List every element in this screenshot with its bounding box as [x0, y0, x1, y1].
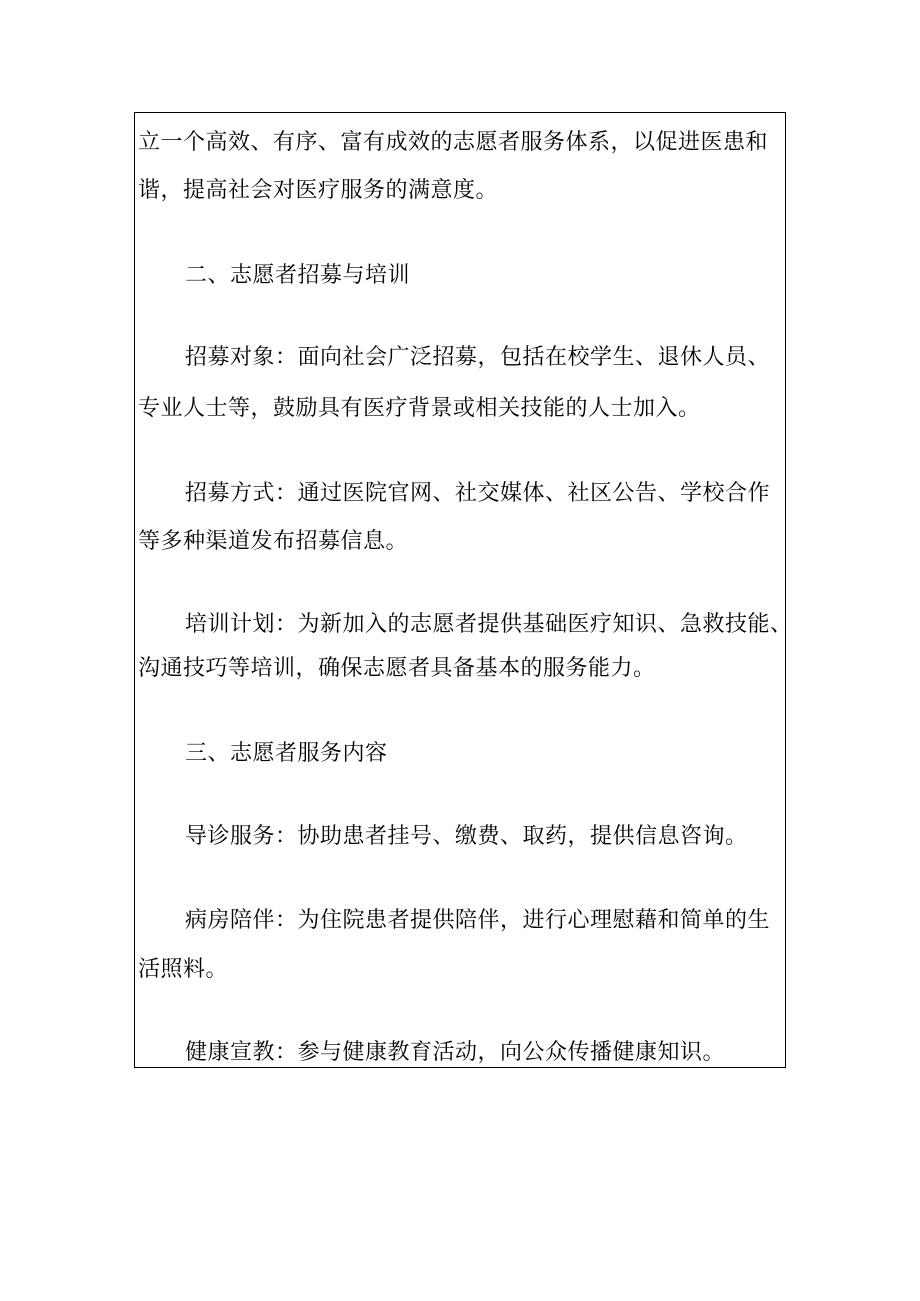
paragraph-health-education: 健康宣教：参与健康教育活动，向公众传播健康知识。	[185, 1040, 726, 1065]
paragraph-training-line-1: 培训计划：为新加入的志愿者提供基础医疗知识、急救技能、	[185, 612, 793, 637]
section-heading-services: 三、志愿者服务内容	[185, 741, 388, 766]
paragraph-training-line-2: 沟通技巧等培训，确保志愿者具备基本的服务能力。	[138, 656, 656, 681]
paragraph-intro-line-2: 谐，提高社会对医疗服务的满意度。	[138, 178, 499, 203]
paragraph-intro-line-1: 立一个高效、有序、富有成效的志愿者服务体系，以促进医患和	[138, 130, 769, 155]
paragraph-recruit-method-line-2: 等多种渠道发布招募信息。	[138, 529, 409, 554]
paragraph-ward-companion-line-1: 病房陪伴：为住院患者提供陪伴，进行心理慰藉和简单的生	[185, 908, 771, 933]
paragraph-guide-service: 导诊服务：协助患者挂号、缴费、取药，提供信息咨询。	[185, 824, 748, 849]
paragraph-ward-companion-line-2: 活照料。	[138, 957, 229, 982]
section-heading-recruitment: 二、志愿者招募与培训	[185, 263, 411, 288]
paragraph-recruit-target-line-2: 专业人士等，鼓励具有医疗背景或相关技能的人士加入。	[138, 396, 701, 421]
paragraph-recruit-method-line-1: 招募方式：通过医院官网、社交媒体、社区公告、学校合作	[185, 481, 771, 506]
paragraph-recruit-target-line-1: 招募对象：面向社会广泛招募，包括在校学生、退休人员、	[185, 345, 771, 370]
